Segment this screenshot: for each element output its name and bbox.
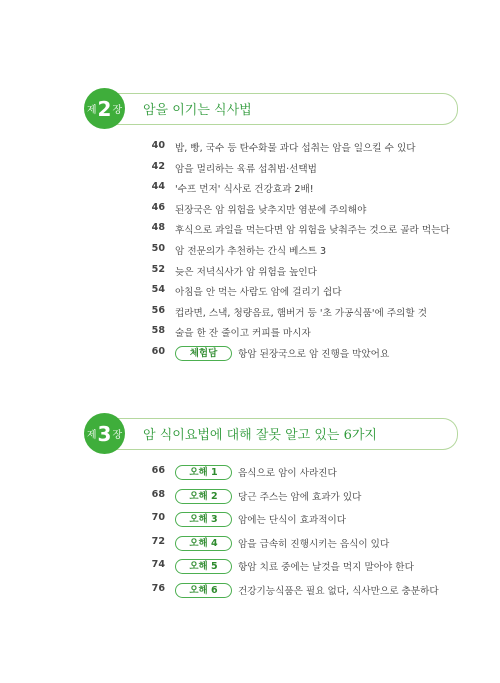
toc-item[interactable] (145, 536, 465, 552)
toc-item[interactable] (145, 346, 465, 362)
chapter-2-title: 암을 이기는 식사법 (143, 103, 252, 118)
toc-item[interactable] (145, 489, 465, 505)
chapter-2-badge (84, 88, 125, 129)
toc-page-number: 76 (151, 583, 165, 594)
toc-entry-text: 후식으로 과일을 먹는다면 암 위험을 낮춰주는 것으로 골라 먹는다 (175, 225, 450, 237)
toc-page-number: 66 (151, 465, 165, 476)
toc-item[interactable] (145, 559, 465, 575)
toc-entry-text: 암을 멀리하는 육류 섭취법·선택법 (175, 163, 317, 175)
toc-tag-badge: 오해 1 (175, 465, 232, 480)
toc-page-number: 46 (151, 201, 165, 213)
toc-page-number: 56 (151, 304, 165, 316)
toc-tag-badge: 오해 5 (175, 559, 232, 574)
toc-item[interactable] (145, 222, 465, 238)
toc-page-number: 60 (151, 346, 165, 357)
toc-page-number: 68 (151, 488, 165, 500)
chapter-3-title: 암 식이요법에 대해 잘못 알고 있는 6가지 (143, 428, 377, 443)
toc-page-number: 44 (151, 181, 165, 193)
toc-entry-text: 암을 급속히 진행시키는 음식이 있다 (238, 538, 390, 550)
toc-page-number: 48 (151, 222, 165, 234)
toc-page-number: 74 (151, 559, 165, 571)
toc-entry-text: 암 전문의가 추천하는 간식 베스트 3 (175, 246, 327, 257)
toc-item[interactable] (145, 325, 465, 341)
chapter-3-number: 3 (97, 421, 112, 446)
toc-page-number: 72 (151, 535, 165, 547)
toc-page-number: 40 (151, 140, 165, 151)
chapter-2-number: 2 (97, 96, 112, 121)
chapter-3-badge (84, 413, 125, 454)
toc-tag-badge: 오해 3 (175, 512, 232, 527)
toc-page-number: 70 (151, 512, 165, 524)
toc-entry-text: 술을 한 잔 줄이고 커피를 마시자 (175, 328, 311, 340)
toc-entry-text: 당근 주스는 암에 효과가 있다 (238, 491, 362, 503)
toc-tag-badge: 오해 6 (175, 583, 232, 598)
toc-item[interactable] (145, 243, 465, 259)
chapter-3-suffix: 장 (112, 430, 123, 441)
toc-item[interactable] (145, 512, 465, 528)
toc-item[interactable] (145, 181, 465, 197)
toc-item[interactable] (145, 305, 465, 321)
toc-entry-text: 건강기능식품은 필요 없다, 식사만으로 충분하다 (238, 586, 439, 597)
toc-entry-text: 늦은 저녁식사가 암 위험을 높인다 (175, 266, 317, 278)
toc-page-number: 42 (151, 160, 165, 172)
toc-item[interactable] (145, 202, 465, 218)
toc-page-number: 52 (151, 263, 165, 275)
toc-page-number: 58 (151, 325, 165, 337)
toc-entry-text: 컵라면, 스낵, 청량음료, 햄버거 등 '초 가공식품'에 주의할 것 (175, 307, 427, 319)
toc-page-number: 54 (151, 284, 165, 296)
toc-entry-text: 된장국은 암 위험을 낮추지만 염분에 주의해야 (175, 204, 367, 216)
toc-item[interactable] (145, 264, 465, 280)
toc-entry-text: 항암 된장국으로 암 진행을 막았어요 (238, 349, 390, 360)
toc-item[interactable] (145, 583, 465, 599)
toc-item[interactable] (145, 465, 465, 481)
chapter-2-suffix: 장 (112, 105, 123, 116)
toc-entry-text: 아침을 안 먹는 사람도 암에 걸리기 쉽다 (175, 287, 342, 299)
toc-item[interactable] (145, 140, 465, 156)
toc-entry-text: 음식으로 암이 사라진다 (238, 468, 337, 479)
toc-entry-text: 항암 치료 중에는 날것을 먹지 말아야 한다 (238, 562, 414, 574)
chapter-2-prefix: 제 (86, 105, 97, 116)
toc-entry-text: 밥, 빵, 국수 등 탄수화물 과다 섭취는 암을 일으킬 수 있다 (175, 143, 416, 154)
toc-entry-text: 암에는 단식이 효과적이다 (238, 515, 347, 527)
chapter-3-prefix: 제 (86, 430, 97, 441)
toc-tag-badge: 오해 4 (175, 536, 232, 551)
toc-item[interactable] (145, 161, 465, 177)
toc-page-number: 50 (151, 243, 165, 254)
toc-item[interactable] (145, 284, 465, 300)
toc-entry-text: '수프 먼저' 식사로 건강효과 2배! (175, 184, 314, 196)
toc-tag-badge: 오해 2 (175, 489, 232, 504)
toc-tag-badge: 체험담 (175, 346, 232, 361)
